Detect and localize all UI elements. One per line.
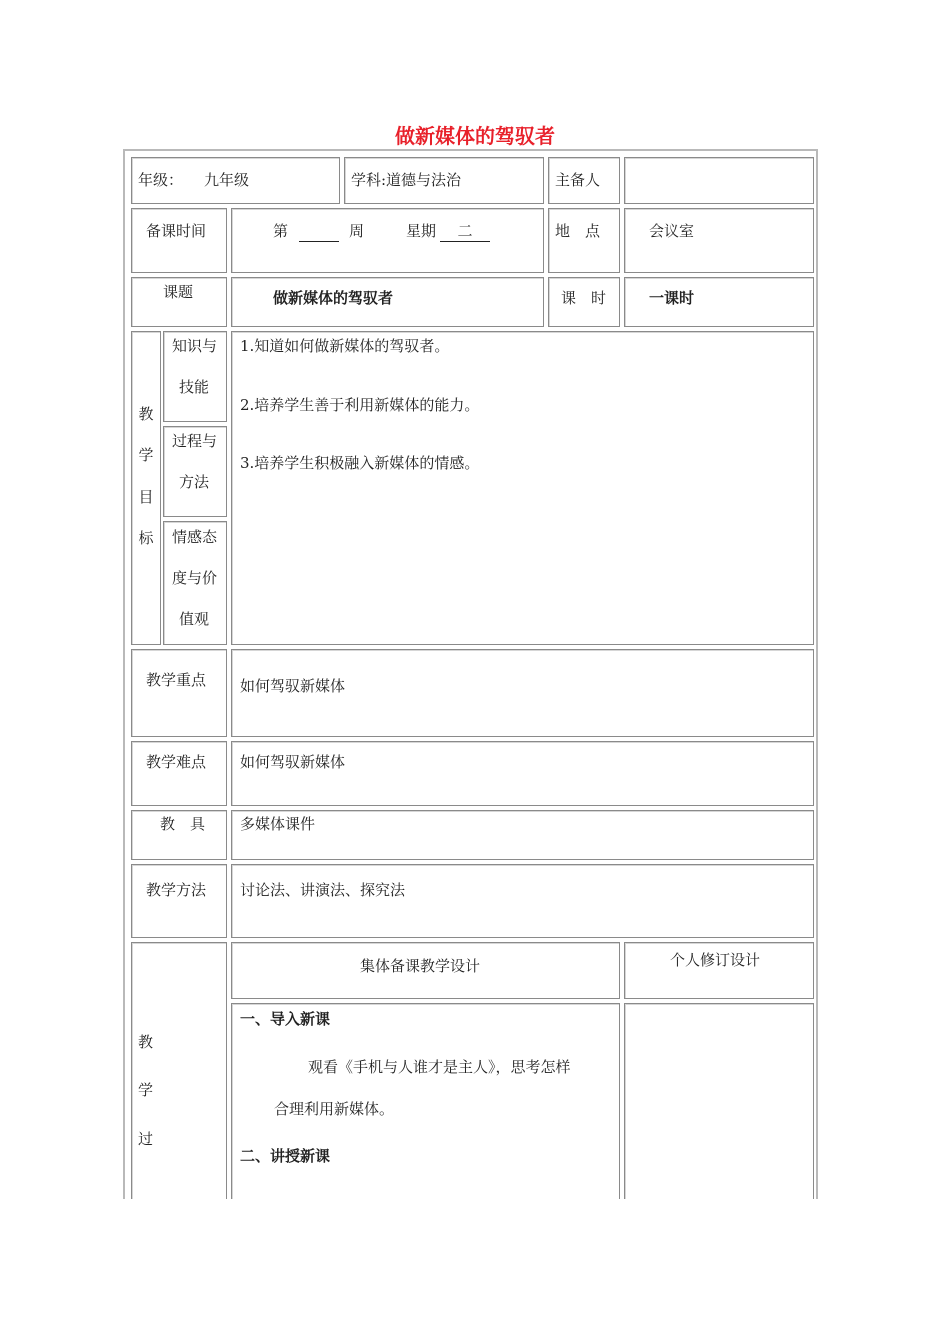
section1-line2: 合理利用新媒体。 [274,1100,395,1118]
objectives-label-char: 目 [138,488,154,506]
grade-value: 九年级 [204,171,250,189]
objective-item: 1.知道如何做新媒体的驾驭者。 [240,337,450,355]
method-label-cell [131,864,227,938]
key-point-value: 如何驾驭新媒体 [240,677,346,695]
objective-knowledge-line1: 知识与 [172,337,218,355]
period-value: 一课时 [649,289,695,307]
objective-process-line2: 方法 [179,473,210,491]
period-value-cell [624,277,814,327]
weekday-value: 二 [440,221,490,242]
objectives-content-cell [231,331,814,645]
collective-header: 集体备课教学设计 [360,957,481,975]
section-heading: 一、导入新课 [240,1010,331,1028]
process-label-char: 学 [138,1081,154,1099]
period-label-cell [548,277,620,327]
key-point-label: 教学重点 [146,671,207,689]
preparer-label-cell [548,157,620,204]
section-heading: 二、讲授新课 [240,1147,331,1165]
objective-item: 3.培养学生积极融入新媒体的情感。 [240,454,480,472]
objective-item: 2.培养学生善于利用新媒体的能力。 [240,396,480,414]
page-title: 做新媒体的驾驭者 [395,124,555,148]
process-label-cell [131,942,227,1199]
objective-emotion-line1: 情感态 [172,528,218,546]
objectives-label-char: 学 [138,446,154,464]
preparer-value-cell [624,157,814,204]
difficulty-value-cell [231,741,814,806]
process-label-char: 过 [138,1130,154,1148]
difficulty-value: 如何驾驭新媒体 [240,753,346,771]
difficulty-label-cell [131,741,227,806]
subject-value: 学科:道德与法治 [351,171,462,189]
week-cell [231,208,544,273]
key-point-label-cell [131,649,227,737]
tools-label-cell [131,810,227,860]
topic-value-cell [231,277,544,327]
objectives-label-char: 教 [138,405,154,423]
personal-content-cell [624,1003,814,1199]
method-value-cell [231,864,814,938]
grade-cell [131,157,340,204]
period-label: 课 时 [561,289,607,307]
collective-header-cell [231,942,620,999]
objective-emotion-cell [163,521,227,645]
time-label-cell [131,208,227,273]
key-point-value-cell [231,649,814,737]
location-label: 地 点 [555,222,601,240]
personal-header: 个人修订设计 [670,951,761,969]
location-value: 会议室 [649,222,695,240]
location-value-cell [624,208,814,273]
time-label: 备课时间 [146,222,207,240]
difficulty-label: 教学难点 [146,753,207,771]
week-suffix: 周 [349,222,365,240]
objectives-label-cell [131,331,161,645]
tools-value: 多媒体课件 [240,815,316,833]
objective-emotion-line3: 值观 [179,610,210,628]
weekday-prefix: 星期 [406,222,437,240]
lesson-plan-table [123,149,818,1199]
topic-label-cell [131,277,227,327]
week-blank [299,221,339,242]
collective-content-cell [231,1003,620,1199]
objective-emotion-line2: 度与价 [172,569,218,587]
section1-line1: 观看《手机与人谁才是主人》，思考怎样 [308,1058,571,1076]
preparer-label: 主备人 [555,171,601,189]
objective-knowledge-line2: 技能 [179,378,210,396]
process-label-char: 教 [138,1033,154,1051]
tools-value-cell [231,810,814,860]
method-value: 讨论法、讲演法、探究法 [240,881,406,899]
objective-knowledge-cell [163,331,227,422]
tools-label: 教 具 [160,815,206,833]
topic-label: 课题 [163,283,194,301]
objectives-label-char: 标 [138,529,154,547]
grade-label: 年级： [138,171,184,189]
location-label-cell [548,208,620,273]
topic-value: 做新媒体的驾驭者 [273,289,394,307]
objective-process-cell [163,426,227,517]
method-label: 教学方法 [146,881,207,899]
personal-header-cell [624,942,814,999]
objective-process-line1: 过程与 [172,432,218,450]
week-prefix: 第 [273,222,289,240]
subject-cell [344,157,544,204]
